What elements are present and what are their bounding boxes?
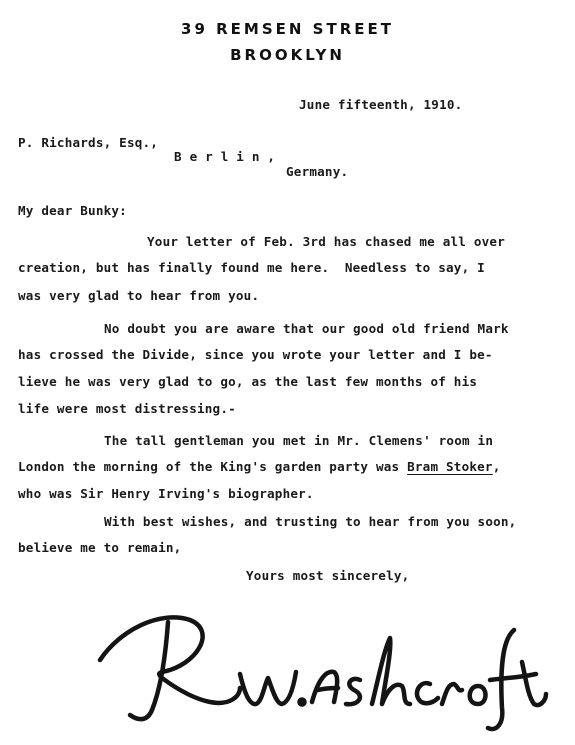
body-line [18, 459, 501, 474]
body-line: believe me to remain, [18, 540, 182, 555]
letter-date: June fifteenth, 1910. [299, 97, 463, 112]
body-line: No doubt you are aware that our good old friend Mark [104, 321, 509, 336]
handwritten-signature [90, 600, 550, 740]
body-line: The tall gentleman you met in Mr. Clemens' room in [104, 433, 494, 448]
body-line: With best wishes, and trusting to hear from you soon, [104, 514, 517, 529]
salutation: My dear Bunky: [18, 203, 127, 218]
recipient-name: P. Richards, Esq., [18, 135, 159, 150]
body-line: life were most distressing.- [18, 401, 236, 416]
body-line: has crossed the Divide, since you wrote your letter and I be- [18, 347, 493, 362]
underlined-name: Bram Stoker [407, 459, 493, 474]
closing: Yours most sincerely, [246, 568, 410, 583]
letterhead-address: 39 REMSEN STREET [181, 20, 394, 38]
recipient-city: B e r l i n , [174, 149, 276, 164]
body-text: London the morning of the King's garden party was [18, 459, 408, 474]
body-line: was very glad to hear from you. [18, 288, 260, 303]
recipient-country: Germany. [286, 164, 349, 179]
body-text: , [492, 459, 501, 474]
body-line: lieve he was very glad to go, as the last few months of his [18, 374, 478, 389]
body-line: who was Sir Henry Irving's biographer. [18, 486, 314, 501]
body-line: creation, but has finally found me here. Needless to say, I [18, 260, 485, 275]
letterhead-city: BROOKLYN [230, 46, 345, 64]
body-line: Your letter of Feb. 3rd has chased me all over [147, 234, 505, 249]
